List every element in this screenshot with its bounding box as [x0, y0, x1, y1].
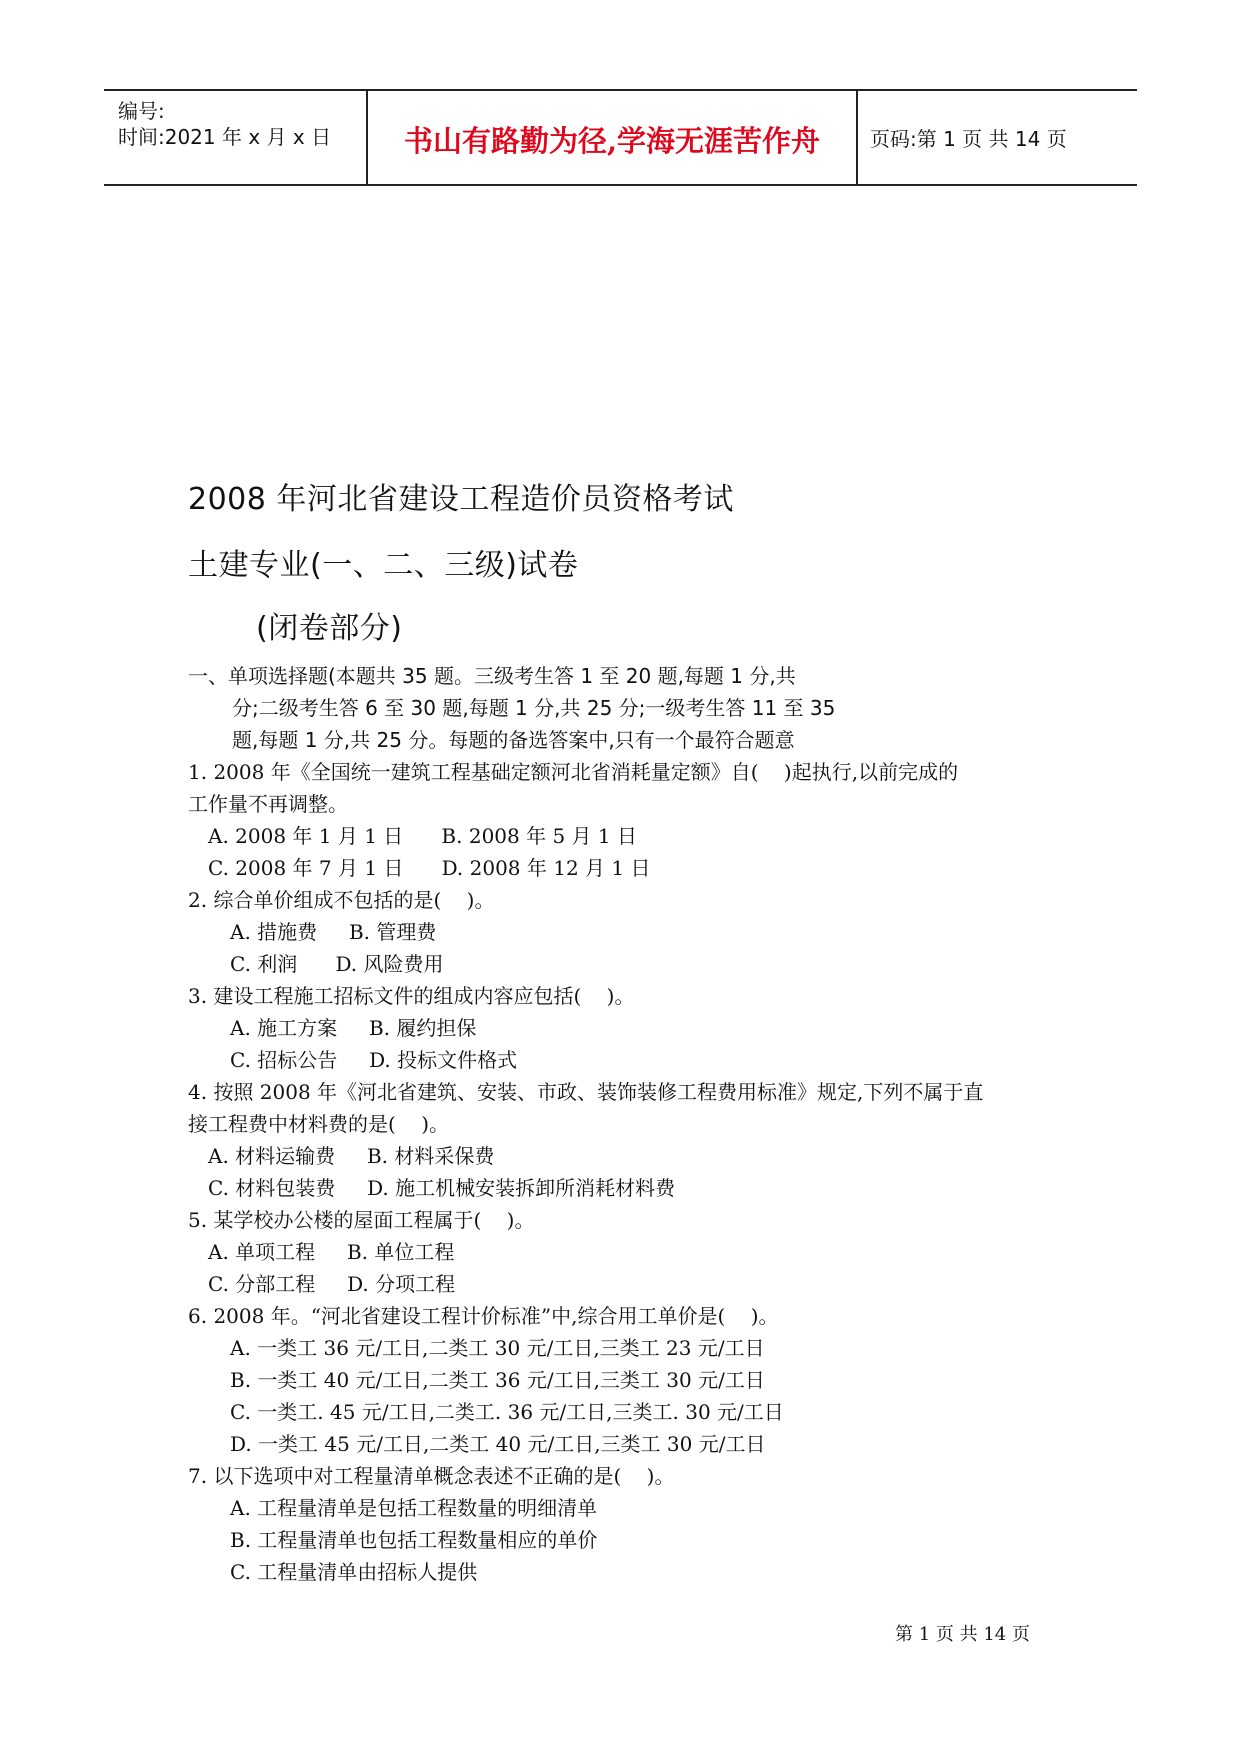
- question-6-option-d: D. 一类工 45 元/工日,二类工 40 元/工日,三类工 30 元/工日: [230, 1432, 766, 1456]
- exam-subtitle: 土建专业(一、二、三级)试卷: [188, 548, 579, 583]
- question-1-line2: 工作量不再调整。: [188, 792, 348, 816]
- exam-part: (闭卷部分): [256, 611, 403, 646]
- question-6-option-a: A. 一类工 36 元/工日,二类工 30 元/工日,三类工 23 元/工日: [230, 1336, 765, 1360]
- question-4-line2: 接工程费中材料费的是( )。: [188, 1112, 450, 1136]
- question-1-line1: 1. 2008 年《全国统一建筑工程基础定额河北省消耗量定额》自( )起执行,以前完成的: [188, 760, 959, 784]
- question-6-option-b: B. 一类工 40 元/工日,二类工 36 元/工日,三类工 30 元/工日: [230, 1368, 765, 1392]
- header-right-cell: [856, 91, 1137, 184]
- question-2-stem: 2. 综合单价组成不包括的是( )。: [188, 888, 495, 912]
- page-header: [104, 89, 1137, 186]
- question-3-stem: 3. 建设工程施工招标文件的组成内容应包括( )。: [188, 984, 635, 1008]
- section-instruction-line3: 题,每题 1 分,共 25 分。每题的备选答案中,只有一个最符合题意: [232, 728, 795, 752]
- motto: 书山有路勤为径,学海无涯苦作舟: [403, 124, 821, 158]
- time-label: 时间:2021 年 x 月 x 日: [118, 125, 332, 149]
- question-7-option-a: A. 工程量清单是包括工程数量的明细清单: [230, 1496, 598, 1520]
- question-5-stem: 5. 某学校办公楼的屋面工程属于( )。: [188, 1208, 535, 1232]
- question-2-options-cd: C. 利润 D. 风险费用: [230, 952, 444, 976]
- header-center-cell: [366, 91, 858, 184]
- page-footer: 第 1 页 共 14 页: [895, 1624, 1030, 1645]
- question-3-options-cd: C. 招标公告 D. 投标文件格式: [230, 1048, 518, 1072]
- question-5-options-ab: A. 单项工程 B. 单位工程: [208, 1240, 455, 1264]
- question-1-options-ab: A. 2008 年 1 月 1 日 B. 2008 年 5 月 1 日: [208, 824, 637, 848]
- question-7-option-b: B. 工程量清单也包括工程数量相应的单价: [230, 1528, 598, 1552]
- section-instruction-line2: 分;二级考生答 6 至 30 题,每题 1 分,共 25 分;一级考生答 11 至 35: [232, 696, 836, 720]
- exam-title: 2008 年河北省建设工程造价员资格考试: [188, 482, 734, 517]
- question-6-stem: 6. 2008 年。“河北省建设工程计价标准”中,综合用工单价是( )。: [188, 1304, 779, 1328]
- header-left-cell: [104, 91, 366, 184]
- question-6-option-c: C. 一类工. 45 元/工日,二类工. 36 元/工日,三类工. 30 元/工日: [230, 1400, 784, 1424]
- question-2-options-ab: A. 措施费 B. 管理费: [230, 920, 437, 944]
- question-7-stem: 7. 以下选项中对工程量清单概念表述不正确的是( )。: [188, 1464, 675, 1488]
- question-3-options-ab: A. 施工方案 B. 履约担保: [230, 1016, 477, 1040]
- question-7-option-c: C. 工程量清单由招标人提供: [230, 1560, 478, 1584]
- question-5-options-cd: C. 分部工程 D. 分项工程: [208, 1272, 456, 1296]
- question-4-options-cd: C. 材料包装费 D. 施工机械安装拆卸所消耗材料费: [208, 1176, 676, 1200]
- question-1-options-cd: C. 2008 年 7 月 1 日 D. 2008 年 12 月 1 日: [208, 856, 651, 880]
- question-4-line1: 4. 按照 2008 年《河北省建筑、安装、市政、装饰装修工程费用标准》规定,下列不属于直: [188, 1080, 984, 1104]
- section-instruction-line1: 一、单项选择题(本题共 35 题。三级考生答 1 至 20 题,每题 1 分,共: [188, 664, 796, 688]
- page-info: 页码:第 1 页 共 14 页: [870, 127, 1067, 151]
- question-4-options-ab: A. 材料运输费 B. 材料采保费: [208, 1144, 495, 1168]
- number-label: 编号:: [118, 99, 165, 123]
